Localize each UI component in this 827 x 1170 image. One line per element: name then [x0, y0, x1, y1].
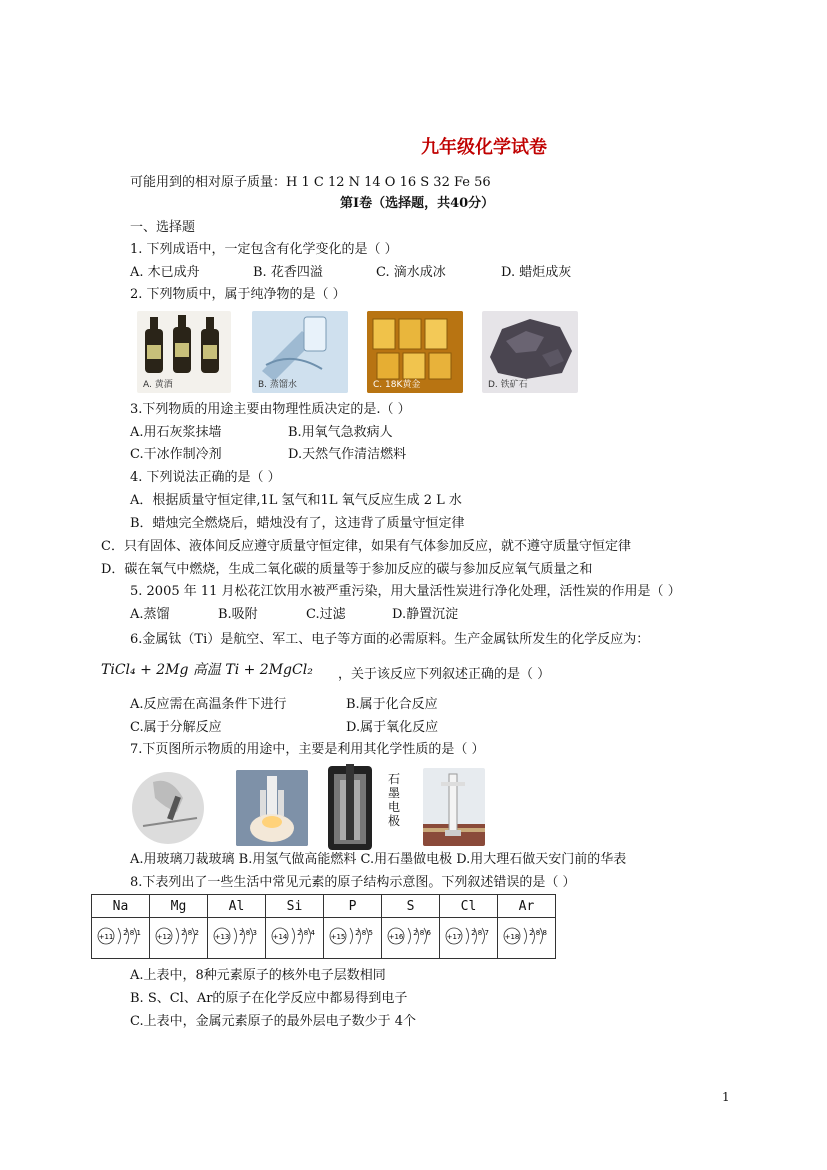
q7-options: A.用玻璃刀裁玻璃 B.用氢气做高能燃料 C.用石墨做电极 D.用大理石做天安门前的华表	[130, 852, 627, 867]
q1-option-a: A. 木已成舟	[130, 265, 200, 280]
electron-shell-arc	[524, 928, 527, 944]
atomic-masses: 可能用到的相对原子质量：H 1 C 12 N 14 O 16 S 32 Fe 56	[130, 175, 491, 190]
q1-option-c: C. 滴水成冰	[376, 265, 446, 280]
q8-stem: 8.下表列出了一些生活中常见元素的原子结构示意图。下列叙述错误的是（ ）	[130, 875, 576, 890]
electron-shell-arc	[408, 928, 411, 944]
atom-diagram	[266, 918, 324, 959]
q1-option-d: D. 蜡炬成灰	[501, 265, 572, 280]
q6-option-b: B.属于化合反应	[346, 697, 438, 712]
atom-structure-svg	[152, 921, 206, 951]
atom-diagram	[440, 918, 498, 959]
nuclear-charge: +18	[504, 933, 519, 941]
q3-stem: 3.下列物质的用途主要由物理性质决定的是.（ ）	[130, 402, 411, 417]
atomic-structure-table	[91, 894, 556, 959]
electron-shell-arc	[466, 928, 469, 944]
q8-option-b: B. S、Cl、Ar的原子在化学反应中都易得到电子	[130, 991, 408, 1006]
nuclear-charge: +14	[272, 933, 287, 941]
element-na: Na	[92, 895, 150, 918]
element-cl: Cl	[440, 895, 498, 918]
electron-shell-arc	[118, 928, 121, 944]
q6-stem-tail: ，关于该反应下列叙述正确的是（ ）	[338, 667, 551, 682]
q3-option-d: D.天然气作清洁燃料	[288, 447, 407, 462]
q1-stem: 1. 下列成语中，一定包含有化学变化的是（ ）	[130, 242, 398, 257]
photo-yellow-wine	[137, 311, 231, 393]
q3-option-a: A.用石灰浆抹墙	[130, 425, 222, 440]
q8-option-a: A.上表中，8种元素原子的核外电子层数相同	[130, 968, 386, 983]
atom-structure-svg	[94, 921, 148, 951]
element-ar: Ar	[498, 895, 556, 918]
caption-c: C. 18K黄金	[373, 380, 421, 390]
electrode-label: 石墨电极	[388, 772, 401, 828]
rocket-illustration	[236, 770, 308, 846]
q6-option-a: A.反应需在高温条件下进行	[130, 697, 287, 712]
photo-rocket-launch	[236, 770, 308, 846]
shell-electrons: 2 8 3	[238, 929, 257, 937]
nuclear-charge: +11	[98, 933, 113, 941]
q8-option-c: C.上表中，金属元素原子的最外层电子数少于 4个	[130, 1014, 417, 1029]
shell-electrons: 2 8 4	[296, 929, 315, 937]
q6-stem: 6.金属钛（Ti）是航空、军工、电子等方面的必需原料。生产金属钛所发生的化学反应为：	[130, 632, 650, 647]
q5-option-b: B.吸附	[218, 607, 258, 622]
exam-title: 九年级化学试卷	[421, 137, 547, 158]
photo-distilled-water	[252, 311, 348, 393]
element-s: S	[382, 895, 440, 918]
caption-b: B. 蒸馏水	[258, 380, 297, 390]
shell-electrons: 2 8 6	[412, 929, 431, 937]
photo-huabiao	[423, 768, 485, 846]
atom-structure-svg	[442, 921, 496, 951]
q7-stem: 7.下页图所示物质的用途中，主要是利用其化学性质的是（ ）	[130, 742, 485, 757]
atom-diagram	[498, 918, 556, 959]
electron-shell-arc	[292, 928, 295, 944]
element-mg: Mg	[150, 895, 208, 918]
q6-option-d: D.属于氧化反应	[346, 720, 439, 735]
shell-electrons: 2 8 1	[122, 929, 141, 937]
atom-diagram	[150, 918, 208, 959]
huabiao-illustration	[423, 768, 485, 846]
battery-cell-illustration	[326, 762, 374, 852]
q5-option-d: D.静置沉淀	[392, 607, 459, 622]
atom-structure-svg	[268, 921, 322, 951]
shell-electrons: 2 8 8	[528, 929, 547, 937]
electron-shell-arc	[234, 928, 237, 944]
photo-glass-cutter	[131, 768, 205, 844]
q3-option-c: C.干冰作制冷剂	[130, 447, 222, 462]
q2-stem: 2. 下列物质中，属于纯净物的是（ ）	[130, 287, 346, 302]
nuclear-charge: +17	[446, 933, 461, 941]
q6-equation: TiCl₄ + 2Mg 高温 Ti + 2MgCl₂	[101, 662, 313, 678]
atom-structure-svg	[384, 921, 438, 951]
q4-option-a: A．根据质量守恒定律,1L 氢气和1L 氧气反应生成 2 L 水	[130, 493, 462, 508]
q4-option-b: B．蜡烛完全燃烧后，蜡烛没有了，这违背了质量守恒定律	[130, 516, 465, 531]
atom-diagram	[92, 918, 150, 959]
electron-shell-arc	[176, 928, 179, 944]
element-al: Al	[208, 895, 266, 918]
section-title: 第Ⅰ卷（选择题，共40分）	[340, 196, 495, 211]
shell-electrons: 2 8 5	[354, 929, 373, 937]
shell-electrons: 2 8 2	[180, 929, 199, 937]
element-symbol-row	[92, 895, 556, 918]
graphite-electrode-diagram	[326, 762, 374, 852]
atom-diagram	[324, 918, 382, 959]
caption-d: D. 铁矿石	[488, 380, 528, 390]
q5-stem: 5. 2005 年 11 月松花江饮用水被严重污染，用大量活性炭进行净化处理，活性炭的作用是（ ）	[130, 584, 681, 599]
q1-option-b: B. 花香四溢	[253, 265, 323, 280]
photo-iron-ore	[482, 311, 578, 393]
element-p: P	[324, 895, 382, 918]
q4-stem: 4. 下列说法正确的是（ ）	[130, 470, 281, 485]
atom-structure-svg	[500, 921, 554, 951]
element-si: Si	[266, 895, 324, 918]
q4-option-d: D．碳在氧气中燃烧，生成二氧化碳的质量等于参加反应的碳与参加反应氧气质量之和	[101, 562, 593, 577]
nuclear-charge: +16	[388, 933, 403, 941]
q5-option-c: C.过滤	[306, 607, 346, 622]
atom-diagram	[208, 918, 266, 959]
q4-option-c: C．只有固体、液体间反应遵守质量守恒定律，如果有气体参加反应，就不遵守质量守恒定律	[101, 539, 631, 554]
q5-option-a: A.蒸馏	[130, 607, 170, 622]
photo-18k-gold	[367, 311, 463, 393]
nuclear-charge: +15	[330, 933, 345, 941]
atom-diagram	[382, 918, 440, 959]
page-number: 1	[722, 1090, 730, 1104]
electron-shell-arc	[350, 928, 353, 944]
part-heading: 一、选择题	[130, 220, 196, 235]
nuclear-charge: +12	[156, 933, 171, 941]
atomic-diagram-row	[92, 918, 556, 959]
nuclear-charge: +13	[214, 933, 229, 941]
caption-a: A. 黄酒	[143, 380, 173, 390]
glass-cutter-illustration	[131, 768, 205, 844]
q6-option-c: C.属于分解反应	[130, 720, 222, 735]
q3-option-b: B.用氧气急救病人	[288, 425, 393, 440]
atom-structure-svg	[210, 921, 264, 951]
atom-structure-svg	[326, 921, 380, 951]
shell-electrons: 2 8 7	[470, 929, 489, 937]
